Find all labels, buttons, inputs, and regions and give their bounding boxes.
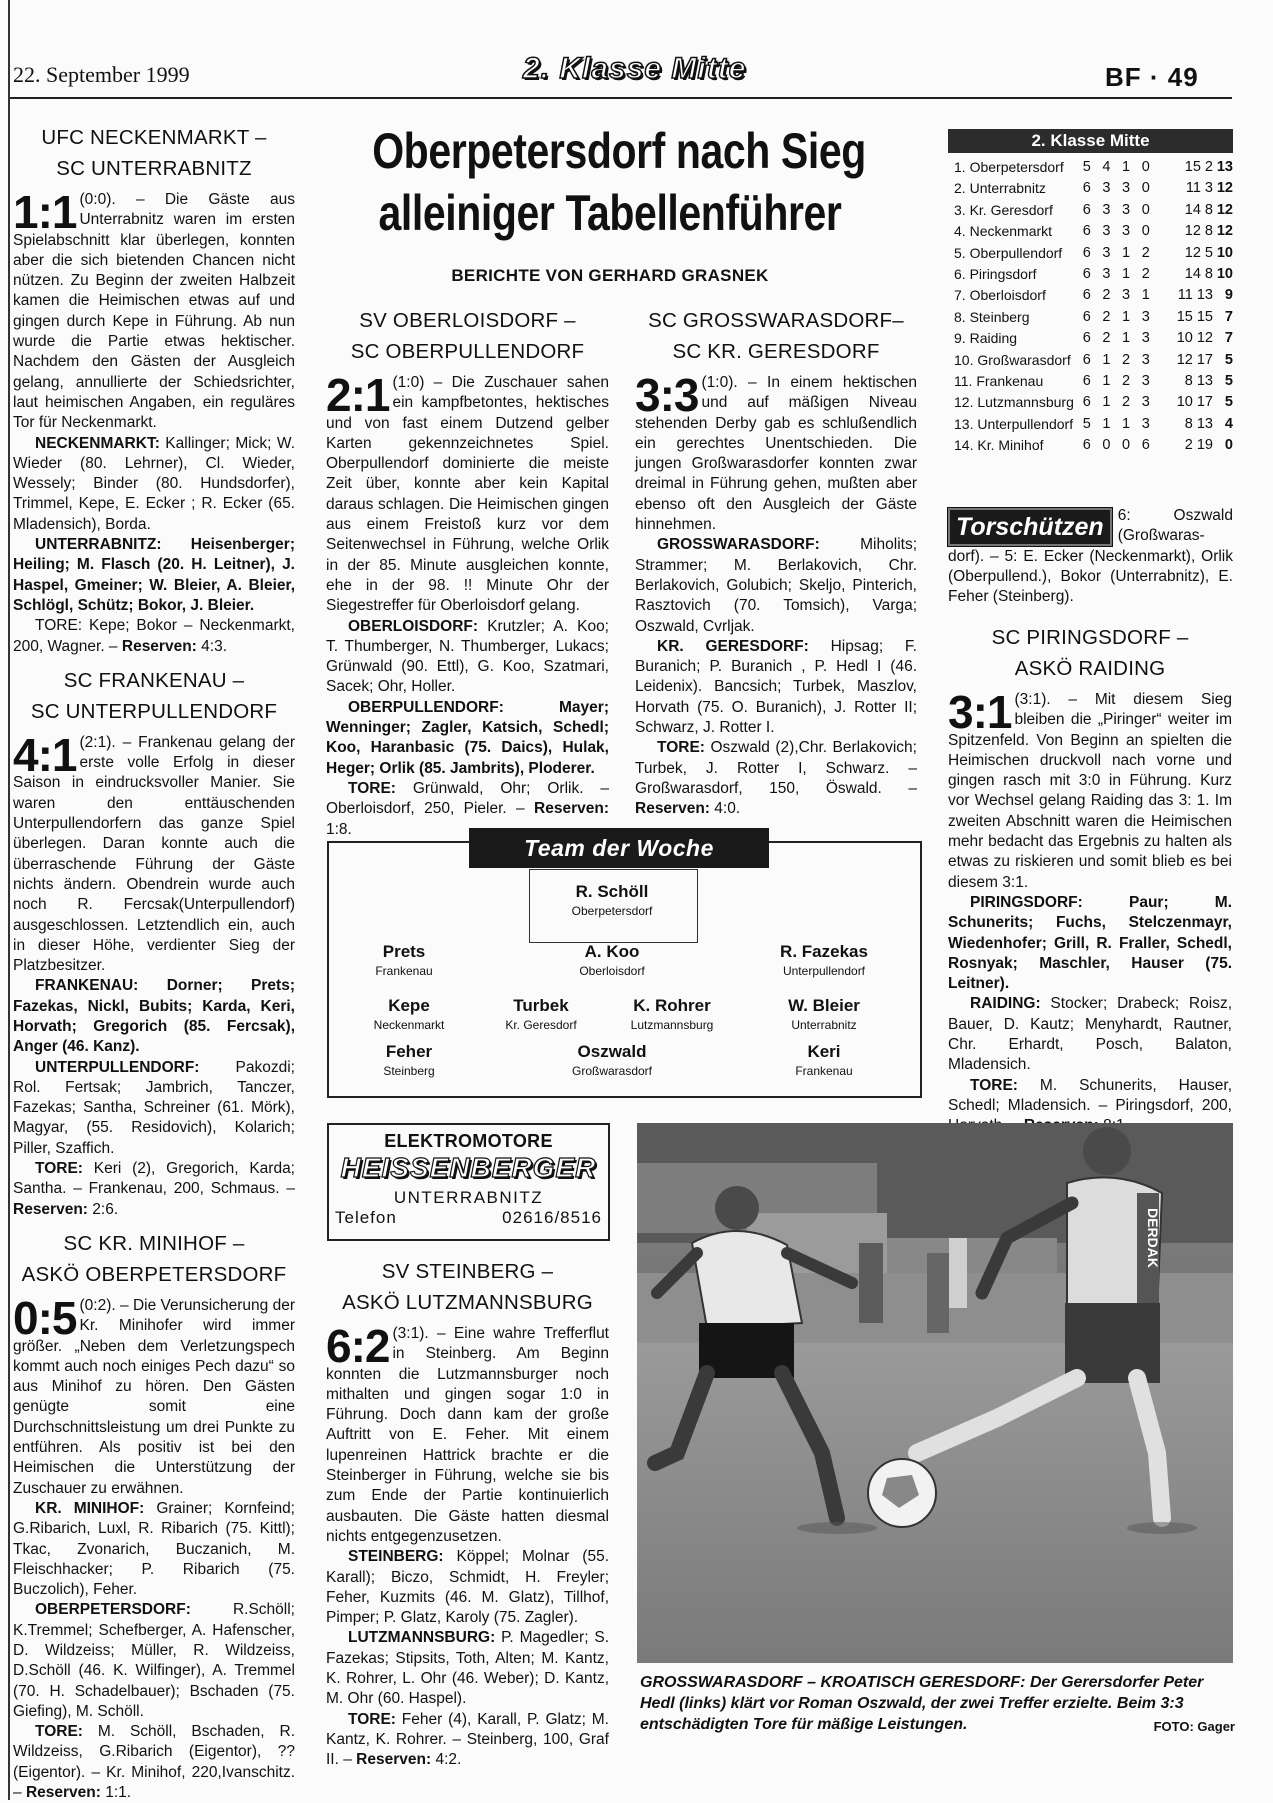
losses: 2 <box>1141 266 1150 283</box>
points: 0 <box>1224 437 1233 454</box>
position: 6. <box>954 266 966 283</box>
lineup: Köppel; Molnar (55. Karall); Biczo, Schmidt, H. Freyler; Feher, Kuzmits (46. M. Glatz), Tillhof, Pimper; P. Glatz, Karoly (75. Zagler). <box>326 1548 609 1627</box>
goals: 12 8 <box>1184 223 1213 240</box>
games-played: 6 <box>1082 266 1091 283</box>
standings-title: 2. Klasse Mitte <box>948 129 1233 153</box>
goals: 12 5 <box>1184 244 1213 261</box>
games-played: 6 <box>1082 201 1091 218</box>
player: A. Koo Oberloisdorf <box>579 942 645 978</box>
wins: 2 <box>1102 330 1111 347</box>
issue-date: 22. September 1999 <box>13 62 190 87</box>
report-minihof-oberpetersdorf <box>13 1228 295 1803</box>
team-name: Oberpullendorf <box>969 244 1063 261</box>
report-heading: SC PIRINGSDORF – <box>991 626 1189 649</box>
report-heading: ASKÖ RAIDING <box>1014 657 1166 680</box>
wins: 2 <box>1102 287 1111 304</box>
reserves-score: 1:1. <box>100 1784 132 1802</box>
report-body: – Eine wahre Trefferflut in Steinberg. Am Beginn konnten die Lutzmannsburger noch mithalten und gingen sogar 1:0 in Führung. Doch dann kam der große Auftritt von E. Feher. Mit einem lupenreinen Hattrick brachte er die Steinberger in Führung, welche sie bis zum Ende der Partie kontinuierlich ausbauten. Die Gäste hatten diesmal nichts entgegenzusetzen. <box>326 1325 609 1545</box>
goals: Oszwald (2),Chr. Berlakovich; Turbek, J. Rotter I, Schwarz. – Großwarasdorf, 150, Öswald. – <box>635 739 917 797</box>
football-photo-image <box>637 1123 1233 1663</box>
team-label: LUTZMANNSBURG: <box>348 1629 496 1647</box>
goals: 14 8 <box>1184 201 1213 218</box>
position: 9. <box>954 330 966 347</box>
lineup: Miholits; Strammer; M. Berlakovich, Chr. Berlakovich, Golubich; Skeljo, Pinterich, Rasztovich (70. Tomsich), Varga; Oszwald, Cvrljak. <box>635 536 917 635</box>
goals-label: TORE: <box>35 1723 83 1741</box>
reserves-label: Reserven: <box>121 637 197 655</box>
standings-rows <box>954 157 1233 457</box>
team-of-the-week <box>327 835 922 1098</box>
photo-caption <box>640 1672 1235 1737</box>
match-score: 3:1 <box>948 686 1012 738</box>
standings-row <box>954 371 1233 392</box>
reserves-label: Reserven: <box>13 1200 88 1218</box>
draws: 2 <box>1122 351 1131 368</box>
position: 10. <box>954 351 974 368</box>
position: 14. <box>954 437 974 454</box>
report-heading: SC KR. MINIHOF – <box>63 1231 245 1255</box>
column-3-top <box>635 305 917 820</box>
goals: 12 17 <box>1176 351 1213 368</box>
report-frankenau-unterpullendorf <box>13 665 295 1220</box>
standings-row <box>954 414 1233 435</box>
goals: 8 13 <box>1184 415 1213 432</box>
losses: 1 <box>1141 287 1150 304</box>
draws: 1 <box>1122 330 1131 347</box>
team-label: UNTERRABNITZ: <box>35 536 162 554</box>
lineup: Hipsag; F. Buranich; P. Buranich , P. Hedl I (46. Leidenix). Bancsich; Turbek, Maszlov, Horvath (75. O. Buranich), J. Rotter II; Schwarz, J. Rotter I. <box>635 637 917 737</box>
position: 3. <box>954 201 966 218</box>
team-label: GROSSWARASDORF: <box>657 536 820 554</box>
draws: 1 <box>1122 308 1131 325</box>
report-oberloisdorf-oberpullendorf <box>326 305 609 840</box>
team-name: Oberloisdorf <box>969 287 1046 304</box>
main-headline <box>320 120 900 244</box>
draws: 3 <box>1122 223 1131 240</box>
losses: 0 <box>1141 159 1150 175</box>
games-played: 6 <box>1082 351 1091 368</box>
ad-phone-label: Telefon <box>335 1208 397 1227</box>
player: Prets Frankenau <box>375 942 433 978</box>
draws: 3 <box>1122 201 1131 218</box>
halftime-score: (2:1). <box>79 733 116 751</box>
points: 7 <box>1224 308 1233 325</box>
headline-line-2: alleiniger Tabellenführer <box>378 185 842 241</box>
standings-row <box>954 178 1233 199</box>
match-score: 2:1 <box>326 369 390 421</box>
halftime-score: (3:1). <box>1014 691 1051 708</box>
report-heading: SV OBERLOISDORF – <box>359 309 576 332</box>
position: 12. <box>954 394 974 411</box>
team-name: Oberpetersdorf <box>969 159 1064 175</box>
games-played: 6 <box>1082 244 1091 261</box>
player: Turbek Kr. Geresdorf <box>505 996 577 1032</box>
lineup: Kallinger; Mick; W. Wieder (80. Lehrner), Cl. Wieder, Wessely; Binder (80. Hundsdorfer), Trimmel, Kepe, E. Ecker ; R. Ecker (65. Mladensich), Borda. <box>13 434 295 533</box>
position: 7. <box>954 287 966 304</box>
team-label: RAIDING: <box>970 995 1041 1013</box>
goals: 14 8 <box>1184 266 1213 283</box>
report-body: – Die Gäste aus Unterrabnitz waren im ersten Spielabschnitt klar überlegen, konnten aber die sich bietenden Chancen nicht nützen. Zu Beginn der zweiten Halbzeit kamen die Heimischen etwas auf und gingen durch Kepe in Führung. Ab nun wurde die Partie etwas hektischer. Nachdem den Gästen der Ausgleich gelang, annullierte der Schiedsrichter, laut heimischen Angaben, ein reguläres Tor für Neckenmarkt. <box>13 191 295 432</box>
team-label: FRANKENAU: <box>35 977 139 995</box>
team-name: Kr. Geresdorf <box>969 201 1053 218</box>
team-name: Piringsdorf <box>969 266 1037 283</box>
match-score: 0:5 <box>13 1291 77 1344</box>
player: Keri Frankenau <box>795 1042 853 1078</box>
ad-town: UNTERRABNITZ <box>393 1188 544 1207</box>
report-heading: SC OBERPULLENDORF <box>350 340 585 363</box>
ad-phone-row <box>329 1208 608 1228</box>
losses: 3 <box>1141 415 1150 432</box>
team-label: KR. MINIHOF: <box>35 1499 145 1517</box>
wins: 4 <box>1102 159 1111 175</box>
report-heading: SC UNTERRABNITZ <box>56 157 252 180</box>
standings-row <box>954 328 1233 349</box>
draws: 1 <box>1122 244 1131 261</box>
losses: 0 <box>1141 201 1150 218</box>
draws: 1 <box>1122 415 1131 432</box>
points: 7 <box>1224 330 1233 347</box>
scorers-text: 6: Oszwald (Großwaras- <box>1117 507 1233 545</box>
jersey-text: DERDAK <box>1145 1208 1161 1268</box>
player-goalkeeper: R. Schöll Oberpetersdorf <box>571 882 653 918</box>
games-played: 6 <box>1082 308 1091 325</box>
points: 12 <box>1216 223 1233 240</box>
halftime-score: (1:0) <box>392 374 425 391</box>
match-score: 6:2 <box>326 1320 390 1372</box>
standings-row <box>954 392 1233 413</box>
match-score: 1:1 <box>13 186 77 238</box>
report-neckenmarkt-unterrabnitz <box>13 122 295 657</box>
report-heading: SC FRANKENAU – <box>63 668 245 692</box>
report-heading: SV STEINBERG – <box>381 1260 554 1283</box>
photo-credit: FOTO: Gager <box>1153 1719 1235 1734</box>
goals-label: TORE: <box>970 1076 1018 1094</box>
standings-table <box>948 129 1233 457</box>
draws: 3 <box>1122 287 1131 304</box>
lineup: Grainer; Kornfeind; G.Ribarich, Luxl, R. Ribarich (75. Kittl); Tkac, Zvonarich, Buczanich, M. Fleischhacker; P. Ribarich (75. Buczolich), Feher. <box>13 1499 295 1599</box>
column-4-bottom <box>948 622 1232 1137</box>
points: 13 <box>1216 159 1233 175</box>
losses: 3 <box>1141 394 1150 411</box>
lineup: Pakozdi; Rol. Fertsak; Jambrich, Tanczer, Fazekas; Santha, Schreiner (61. Mörk), Magyar, (55. Residovich), Kolarich; Piller, Szaffich. <box>13 1058 295 1157</box>
advertisement <box>327 1123 610 1241</box>
scorers-text: dorf). – 5: E. Ecker (Neckenmarkt), Orlik (Oberpullend.), Bokor (Unterrabnitz), E. Feher (Steinberg). <box>948 547 1233 606</box>
wins: 3 <box>1102 266 1111 283</box>
report-steinberg-lutzmannsburg <box>326 1256 609 1771</box>
position: 2. <box>954 180 966 197</box>
report-body: – Mit diesem Sieg bleiben die „Piringer“ weiter im Spitzenfeld. Von Beginn an spielten die Heimischen druckvoll nach vorne und gingen rasch mit 3:0 in Führung. Kurz vor Wechsel gelang Raiding das 3: 1. Im zweiten Abschnitt waren die Heimischen mehr bedacht das Ergebnis zu halten als etwas zu riskieren und somit blieb es bei diesem 3:1. <box>948 691 1232 891</box>
match-score: 3:3 <box>635 369 699 421</box>
page-edge <box>8 0 10 1800</box>
losses: 0 <box>1141 180 1150 197</box>
lineup: Stocker; Drabeck; Roisz, Bauer, D. Kautz; Menyhardt, Rautner, Chr. Erhardt, Posch, Balaton, Mladensich. <box>948 995 1232 1074</box>
ad-line: ELEKTROMOTORE <box>384 1131 553 1151</box>
team-name: Kr. Minihof <box>977 437 1044 454</box>
halftime-score: (0:2). <box>79 1296 116 1314</box>
player: R. Fazekas Unterpullendorf <box>780 942 868 978</box>
reserves-label: Reserven: <box>534 800 609 818</box>
losses: 6 <box>1141 437 1150 454</box>
wins: 3 <box>1102 223 1111 240</box>
team-name: Lutzmannsburg <box>977 394 1074 411</box>
report-body: – Die Zuschauer sahen ein kampfbetontes, hektisches und von fast einem Dutzend gelber Karten gekennzeichnetes Spiel. Oberpullendorf dominierte die meiste Zeit über, konnte aber kein Kapital daraus schlagen. Die Heimischen gingen aus einem Freistoß kurz vor dem Seitenwechsel in Führung, welche Orlik in der 85. Minute ausgleichen konnte, ehe in der 98. !! Minute Ohr der Siegestreffer für Oberloisdorf gelang. <box>326 374 609 615</box>
points: 12 <box>1216 180 1233 197</box>
team-name: Frankenau <box>976 373 1044 390</box>
wins: 1 <box>1102 351 1111 368</box>
losses: 2 <box>1141 244 1150 261</box>
goals: Grünwald, Ohr; Orlik. – Oberloisdorf, 250, Pieler. – <box>326 779 609 818</box>
team-name: Neckenmarkt <box>969 223 1053 240</box>
losses: 3 <box>1141 373 1150 390</box>
points: 5 <box>1224 394 1233 411</box>
report-heading: SC UNTERPULLENDORF <box>30 699 278 723</box>
team-label: PIRINGSDORF: <box>970 893 1083 911</box>
page-number: BF · 49 <box>1105 62 1199 92</box>
losses: 3 <box>1141 308 1150 325</box>
draws: 0 <box>1122 437 1131 454</box>
position: 4. <box>954 223 966 240</box>
games-played: 6 <box>1082 180 1091 197</box>
report-heading: ASKÖ LUTZMANNSBURG <box>342 1291 593 1314</box>
team-label: UNTERPULLENDORF: <box>35 1058 200 1076</box>
column-2-top <box>326 305 609 840</box>
report-body: – In einem hektischen und auf mäßigen Niveau stehenden Derby gab es schlußendlich ein gerechtes Unentschieden. Die jungen Großwarasdorfer konnten zwar dreimal in Führung gehen, mußten aber ebenso oft den Ausgleich der Gäste hinnehmen. <box>635 374 917 534</box>
points: 12 <box>1216 201 1233 218</box>
player: K. Rohrer Lutzmannsburg <box>630 996 714 1032</box>
team-name: Steinberg <box>969 308 1030 325</box>
column-1 <box>13 122 295 1803</box>
games-played: 5 <box>1082 415 1091 432</box>
report-heading: SC KR. GERESDORF <box>672 340 880 363</box>
reserves-label: Reserven: <box>356 1751 432 1769</box>
lineup: Krutzler; A. Koo; T. Thumberger, N. Thumberger, Lukacs; Grünwald (90. Ettl), G. Koo, Szatmari, Sacek; Ohr, Holler. <box>326 617 609 696</box>
goals-label: TORE: <box>35 1160 83 1178</box>
report-body: – Frankenau gelang der erste volle Erfolg in dieser Saison in eindrucksvoller Manier. Sie waren den enttäuschenden Unterpullendorfern das ganze Spiel überlegen. Daran konnte auch die überraschende Führung der Gäste nichts ändern. Obendrein wurde auch noch R. Fercsak(Unterpullendorf) ausgeschlossen. Letztendlich ein, auch in dieser Höhe, verdienter Sieg der Platzbesitzer. <box>13 733 295 975</box>
standings-row <box>954 264 1233 285</box>
games-played: 6 <box>1082 437 1091 454</box>
goals: M. Schöll, Bschaden, R. Wildzeiss, G.Ribarich (Eigentor), ?? (Eigentor). – Kr. Minihof, 220,Ivanschitz. – <box>13 1723 295 1802</box>
draws: 1 <box>1122 266 1131 283</box>
team-name: Raiding <box>969 330 1018 347</box>
losses: 3 <box>1141 351 1150 368</box>
reserves-score: 4:2. <box>431 1751 462 1769</box>
report-piringsdorf-raiding <box>948 622 1232 1137</box>
standings-row <box>954 200 1233 221</box>
lineup: Dorner; Prets; Fazekas, Nickl, Bubits; Karda, Keri, Horvath; Gregorich (85. Fercsak), Anger (46. Kanz). <box>13 977 295 1056</box>
position: 8. <box>954 308 966 325</box>
lineup: R.Schöll; K.Tremmel; Schefberger, A. Hafenscher, D. Wildzeiss; Müller, R. Wildzeiss, D.Schöll (46. K. Wilfinger), A. Tremmel (70. H. Schadelbauer); Bschaden (75. Giefing), M. Schöll. <box>13 1601 295 1720</box>
goals: M. Schunerits, Hauser, Schedl; Mladensich. – Piringsdorf, 200, <box>948 1076 1232 1114</box>
reserves-score: 1:8. <box>326 820 352 838</box>
wins: 3 <box>1102 201 1111 218</box>
draws: 1 <box>1122 159 1131 175</box>
standings-row <box>954 350 1233 371</box>
losses: 0 <box>1141 223 1150 240</box>
ad-brand: HEISSENBERGER <box>340 1152 597 1183</box>
lineup: Mayer; Wenninger; Zagler, Katsich, Schedl; Koo, Haranbasic (75. Daics), Hulak, Heger; Orlik (85. Jambrits), Ploderer. <box>326 698 609 777</box>
points: 5 <box>1224 351 1233 368</box>
goals: 10 12 <box>1176 330 1213 347</box>
lineup: Paur; M. Schunerits; Fuchs, Stelczenmayr, Wiedenhofer; Grill, R. Fraller, Schedl, Rosnyak; Maschler, Hauser (75. Leitner). <box>948 893 1232 993</box>
wins: 1 <box>1102 394 1111 411</box>
games-played: 6 <box>1082 223 1091 240</box>
reserves-label: Reserven: <box>25 1784 101 1802</box>
goals: 10 17 <box>1176 394 1213 411</box>
match-photo <box>637 1123 1233 1663</box>
wins: 2 <box>1102 308 1111 325</box>
position: 1. <box>954 159 966 175</box>
lineup: Heisenberger; Heiling; M. Flasch (20. H. Leitner), J. Haspel, Gmeiner; W. Bleier, A. Bleier, Schlögl, Schütz; Bokor, J. Bleier. <box>13 536 295 614</box>
report-body: – Die Verunsicherung der Kr. Minihofer wird immer größer. „Neben dem Verletzungspech kommt auch noch einiges Pech dazu“ so aus Minihof zu hören. Den Gästen genügte somit eine Durchschnittsleistung um drei Punkte zu entführen. Als positiv ist bei den Heimischen die Unterstützung der Zuschauer zu erwähnen. <box>13 1296 295 1497</box>
position: 11. <box>954 373 973 390</box>
halftime-score: (3:1). <box>392 1325 429 1342</box>
goals-label: TORE: <box>348 779 396 797</box>
points: 10 <box>1216 244 1233 261</box>
goals-label: TORE: <box>657 739 705 757</box>
losses: 3 <box>1141 330 1150 347</box>
goals: 2 19 <box>1184 437 1213 454</box>
header-rule <box>10 97 1232 99</box>
team-label: OBERLOISDORF: <box>348 617 479 635</box>
player: Kepe Neckenmarkt <box>373 996 445 1032</box>
draws: 2 <box>1122 394 1131 411</box>
player: W. Bleier Unterrabnitz <box>788 996 860 1032</box>
goals-label: TORE: <box>35 617 83 635</box>
team-label: NECKENMARKT: <box>35 434 160 452</box>
scorers-badge: Torschützen <box>948 508 1112 546</box>
goals-label: TORE: <box>348 1710 396 1728</box>
standings-row <box>954 285 1233 306</box>
wins: 3 <box>1102 244 1111 261</box>
match-score: 4:1 <box>13 728 77 781</box>
team-name: Unterrabnitz <box>969 180 1046 197</box>
games-played: 6 <box>1082 287 1091 304</box>
goals: 15 15 <box>1176 308 1213 325</box>
games-played: 6 <box>1082 394 1091 411</box>
team-label: KR. GERESDORF: <box>657 637 809 655</box>
wins: 1 <box>1102 373 1111 390</box>
position: 13. <box>954 415 974 432</box>
top-scorers <box>948 506 1233 607</box>
standings-row <box>954 435 1233 456</box>
goals: 11 13 <box>1177 287 1213 304</box>
standings-row <box>954 307 1233 328</box>
team-name: Unterpullendorf <box>977 415 1074 432</box>
wins: 0 <box>1102 437 1111 454</box>
headline-line-1: Oberpetersdorf nach Sieg <box>372 123 866 179</box>
standings-row <box>954 221 1233 242</box>
ad-phone-number: 02616/8516 <box>502 1208 602 1227</box>
report-grosswarasdorf-geresdorf <box>635 305 917 820</box>
goals: Feher (4), Karall, P. Glatz; M. Kantz, K. Rohrer. – Steinberg, 100, Graf II. – <box>326 1710 609 1769</box>
lineup: P. Magedler; S. Fazekas; Stipsits, Toth, Alten; M. Kantz, K. Rohrer, L. Ohr (46. Weber); D. Kantz, M. Ohr (60. Haspel). <box>326 1629 609 1708</box>
goals: 11 3 <box>1185 180 1213 197</box>
wins: 1 <box>1102 415 1111 432</box>
goals: Kepe; Bokor – Neckenmarkt, 200, Wagner. – <box>13 617 295 655</box>
points: 5 <box>1224 373 1233 390</box>
team-label: STEINBERG: <box>348 1548 444 1566</box>
standings-row <box>954 157 1233 178</box>
games-played: 5 <box>1082 159 1091 175</box>
goals: 15 2 <box>1184 159 1213 175</box>
draws: 2 <box>1122 373 1131 390</box>
reserves-score: 2:6. <box>87 1200 119 1218</box>
report-heading: UFC NECKENMARKT – <box>41 126 267 149</box>
draws: 3 <box>1122 180 1131 197</box>
report-heading: ASKÖ OBERPETERSDORF <box>21 1262 287 1286</box>
reserves-score: 4:3. <box>196 637 228 655</box>
points: 10 <box>1216 266 1233 283</box>
team-label: OBERPULLENDORF: <box>348 698 504 716</box>
points: 9 <box>1224 287 1233 304</box>
column-2-bottom <box>326 1256 609 1771</box>
reserves-label: Reserven: <box>635 800 710 818</box>
section-title: 2. Klasse Mitte <box>523 52 747 85</box>
team-of-week-title: Team der Woche <box>469 828 769 868</box>
wins: 3 <box>1102 180 1111 197</box>
halftime-score: (1:0). <box>701 374 738 391</box>
goals: Keri (2), Gregorich, Karda; Santha. – Frankenau, 200, Schmaus. – <box>13 1160 295 1198</box>
goals: 8 13 <box>1184 373 1213 390</box>
position: 5. <box>954 244 966 261</box>
team-name: Großwarasdorf <box>977 351 1071 368</box>
games-played: 6 <box>1082 330 1091 347</box>
byline: BERICHTE VON GERHARD GRASNEK <box>451 266 769 285</box>
halftime-score: (0:0). <box>79 191 116 208</box>
caption-text: GROSSWARASDORF – KROATISCH GERESDORF: Der Gerersdorfer Peter Hedl (links) klärt vor Roman Oszwald, der zwei Treffer erzielte. Beim 3:3 entschädigten Tore für mäßige Leistungen. <box>640 1674 1204 1733</box>
games-played: 6 <box>1082 373 1091 390</box>
reserves-score: 4:0. <box>709 800 741 818</box>
team-label: OBERPETERSDORF: <box>35 1601 191 1619</box>
player: Feher Steinberg <box>383 1042 435 1078</box>
report-heading: SC GROSSWARASDORF– <box>648 309 904 332</box>
standings-row <box>954 243 1233 264</box>
player: Oszwald Großwarasdorf <box>571 1042 653 1078</box>
points: 4 <box>1224 415 1233 432</box>
